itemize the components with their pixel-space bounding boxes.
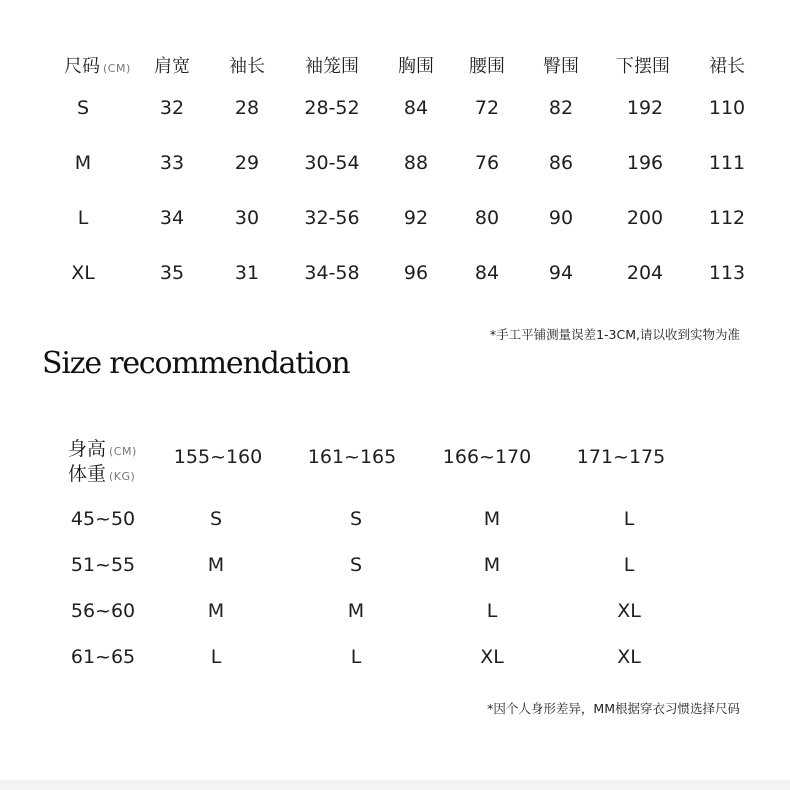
size-cell: L bbox=[210, 646, 222, 668]
value-cell: 33 bbox=[159, 152, 185, 174]
value-cell: 112 bbox=[708, 207, 746, 229]
size-cell: M bbox=[347, 600, 365, 622]
col-header-waist: 腰围 bbox=[469, 56, 505, 77]
height-header bbox=[68, 434, 137, 461]
weight-cell: 45~50 bbox=[70, 508, 136, 530]
col-header-hip: 臀围 bbox=[543, 56, 579, 77]
measurement-note: *手工平铺测量误差1-3CM,请以收到实物为准 bbox=[489, 327, 740, 342]
value-cell: 80 bbox=[474, 207, 500, 229]
value-cell: 113 bbox=[708, 262, 746, 284]
value-cell: 196 bbox=[626, 152, 664, 174]
value-cell: 34-58 bbox=[304, 262, 360, 284]
size-cell: L bbox=[623, 554, 635, 576]
value-cell: 29 bbox=[234, 152, 260, 174]
weight-header bbox=[68, 459, 135, 486]
value-cell: 94 bbox=[548, 262, 574, 284]
size-column-header bbox=[64, 52, 131, 78]
value-cell: 200 bbox=[626, 207, 664, 229]
size-cell: L bbox=[623, 508, 635, 530]
height-range-header: 155~160 bbox=[173, 446, 263, 468]
size-cell: XL bbox=[480, 646, 504, 668]
size-cell: S bbox=[349, 508, 363, 530]
size-header-label: 尺码 bbox=[64, 56, 100, 77]
value-cell: 35 bbox=[159, 262, 185, 284]
height-range-header: 161~165 bbox=[307, 446, 397, 468]
value-cell: 72 bbox=[474, 97, 500, 119]
value-cell: 90 bbox=[548, 207, 574, 229]
fit-note: *因个人身形差异，MM根据穿衣习惯选择尺码 bbox=[487, 701, 740, 716]
size-cell: XL bbox=[71, 262, 95, 284]
weight-cell: 61~65 bbox=[70, 646, 136, 668]
size-cell: M bbox=[483, 554, 501, 576]
value-cell: 34 bbox=[159, 207, 185, 229]
weight-label: 体重 bbox=[68, 463, 107, 485]
size-cell: M bbox=[483, 508, 501, 530]
col-header-hem: 下摆围 bbox=[616, 56, 670, 77]
size-cell: M bbox=[74, 152, 92, 174]
size-cell: M bbox=[207, 554, 225, 576]
value-cell: 192 bbox=[626, 97, 664, 119]
value-cell: 82 bbox=[548, 97, 574, 119]
value-cell: 92 bbox=[403, 207, 429, 229]
col-header-dress-length: 裙长 bbox=[709, 56, 745, 77]
size-cell: XL bbox=[617, 646, 641, 668]
value-cell: 110 bbox=[708, 97, 746, 119]
height-unit: (CM) bbox=[109, 445, 137, 458]
size-cell: L bbox=[350, 646, 362, 668]
weight-unit: (KG) bbox=[109, 470, 136, 483]
value-cell: 84 bbox=[403, 97, 429, 119]
value-cell: 76 bbox=[474, 152, 500, 174]
height-range-header: 171~175 bbox=[576, 446, 666, 468]
col-header-sleeve-length: 袖长 bbox=[229, 56, 265, 77]
value-cell: 204 bbox=[626, 262, 664, 284]
weight-cell: 56~60 bbox=[70, 600, 136, 622]
weight-cell: 51~55 bbox=[70, 554, 136, 576]
height-label: 身高 bbox=[68, 438, 107, 460]
value-cell: 32-56 bbox=[304, 207, 360, 229]
value-cell: 88 bbox=[403, 152, 429, 174]
recommendation-title: Size recommendation bbox=[42, 346, 350, 381]
value-cell: 84 bbox=[474, 262, 500, 284]
size-header-unit: (CM) bbox=[103, 62, 131, 75]
col-header-armhole: 袖笼围 bbox=[305, 56, 359, 77]
value-cell: 28 bbox=[234, 97, 260, 119]
size-cell: S bbox=[209, 508, 223, 530]
value-cell: 86 bbox=[548, 152, 574, 174]
value-cell: 30-54 bbox=[304, 152, 360, 174]
size-cell: L bbox=[486, 600, 498, 622]
col-header-bust: 胸围 bbox=[398, 56, 434, 77]
value-cell: 111 bbox=[708, 152, 746, 174]
value-cell: 30 bbox=[234, 207, 260, 229]
value-cell: 32 bbox=[159, 97, 185, 119]
size-cell: S bbox=[76, 97, 90, 119]
value-cell: 31 bbox=[234, 262, 260, 284]
size-cell: XL bbox=[617, 600, 641, 622]
size-cell: L bbox=[77, 207, 89, 229]
col-header-shoulder: 肩宽 bbox=[154, 56, 190, 77]
size-cell: M bbox=[207, 600, 225, 622]
value-cell: 96 bbox=[403, 262, 429, 284]
height-range-header: 166~170 bbox=[442, 446, 532, 468]
footer-band bbox=[0, 780, 790, 790]
value-cell: 28-52 bbox=[304, 97, 360, 119]
size-cell: S bbox=[349, 554, 363, 576]
